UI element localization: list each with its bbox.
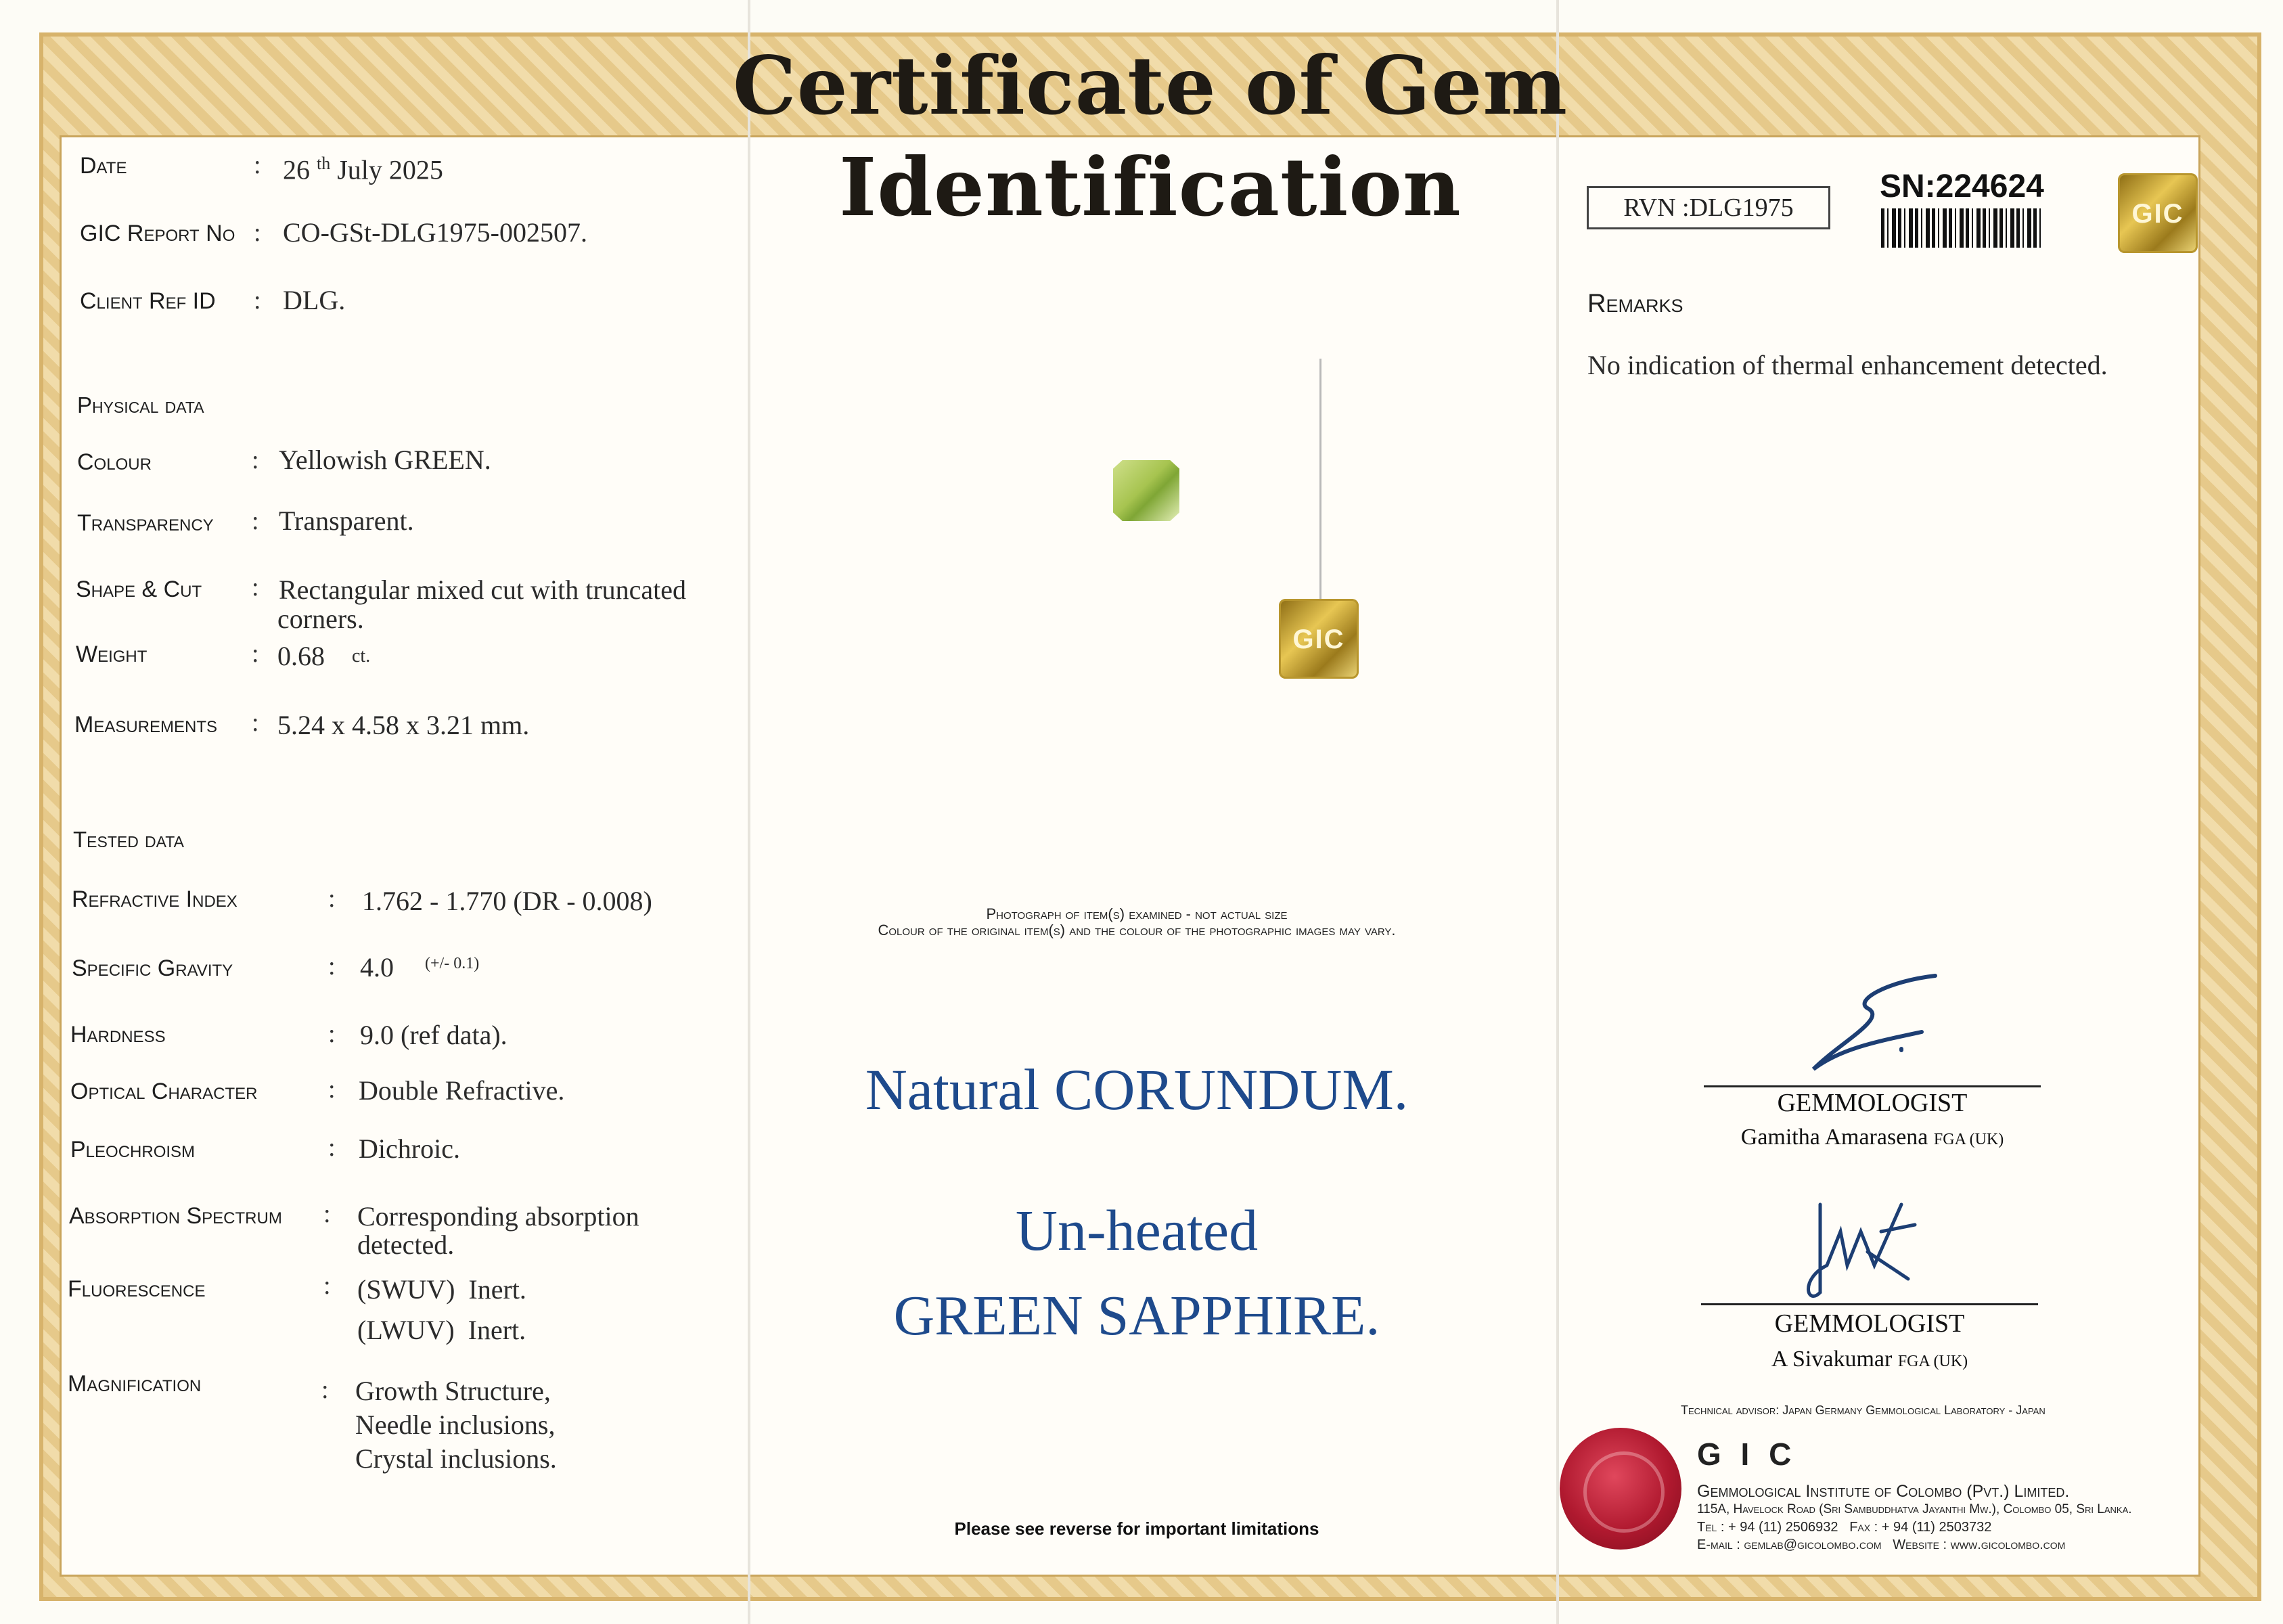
hardness-value: 9.0 (ref data). xyxy=(360,1020,507,1050)
gemmologist-2-credential: FGA (UK) xyxy=(1897,1353,1968,1370)
pleochroism-value: Dichroic. xyxy=(359,1133,460,1164)
fluorescence-label: Fluorescence xyxy=(68,1276,206,1302)
absorption-spectrum-value: Corresponding absorption xyxy=(357,1201,639,1232)
gem-photo xyxy=(1113,460,1179,521)
measurements-value: 5.24 x 4.58 x 3.21 mm. xyxy=(277,710,530,740)
fluorescence-lwuv: (LWUV) Inert. xyxy=(357,1315,526,1345)
report-no-label: GIC Report No xyxy=(80,221,235,246)
shape-cut-label: Shape & Cut xyxy=(76,577,202,602)
absorption-spectrum-label: Absorption Spectrum xyxy=(69,1203,282,1229)
photo-needle-line xyxy=(1319,359,1321,616)
client-ref-label: Client Ref ID xyxy=(80,288,216,314)
org-logo-text: G I C xyxy=(1697,1437,1797,1472)
fluorescence-colon: : xyxy=(323,1271,331,1300)
shape-cut-value-line2: corners. xyxy=(277,604,364,634)
date-day: 26 xyxy=(283,154,310,185)
shape-cut-colon: : xyxy=(252,573,259,602)
hardness-label: Hardness xyxy=(70,1022,166,1047)
refractive-index-value: 1.762 - 1.770 (DR - 0.008) xyxy=(362,886,652,916)
signature-line-1 xyxy=(1704,1085,2041,1087)
signature-2 xyxy=(1800,1191,1935,1306)
client-ref-value: DLG. xyxy=(283,285,346,315)
gemmologist-1-title: GEMMOLOGIST xyxy=(1777,1089,1968,1117)
report-no-value: CO-GSt-DLG1975-002507. xyxy=(283,217,587,248)
optical-character-label: Optical Character xyxy=(70,1079,258,1104)
magnification-label: Magnification xyxy=(68,1371,202,1397)
optical-character-colon: : xyxy=(328,1075,336,1104)
hologram-label-right: GIC xyxy=(2131,199,2184,229)
org-name: Gemmological Institute of Colombo (Pvt.) Limited. xyxy=(1697,1482,2070,1501)
hardness-colon: : xyxy=(328,1020,336,1048)
signature-line-2 xyxy=(1701,1303,2038,1305)
refractive-index-colon: : xyxy=(328,884,336,913)
magnification-value-line3: Crystal inclusions. xyxy=(355,1443,557,1474)
colour-label: Colour xyxy=(77,449,152,475)
client-ref-colon: : xyxy=(254,286,261,315)
date-value xyxy=(283,149,443,185)
specific-gravity-label: Specific Gravity xyxy=(72,955,233,981)
photo-note-1: Photograph of item(s) examined - not actual size xyxy=(986,905,1288,922)
remarks-text: No indication of thermal enhancement detected. xyxy=(1587,350,2108,380)
signature-1 xyxy=(1786,968,1949,1083)
transparency-value: Transparent. xyxy=(279,505,414,536)
org-tel-fax: Tel : + 94 (11) 2506932 Fax : + 94 (11) 2503732 xyxy=(1697,1520,1992,1535)
photo-note-2: Colour of the original item(s) and the colour of the photographic images may vary. xyxy=(878,922,1396,939)
absorption-spectrum-value-line2: detected. xyxy=(357,1230,455,1260)
remarks-heading: Remarks xyxy=(1587,290,1683,318)
date-label: Date xyxy=(80,153,127,179)
specific-gravity-value: 4.0 xyxy=(360,952,394,983)
fold-line-left xyxy=(748,0,750,1624)
colour-colon: : xyxy=(252,446,259,474)
hologram-label: GIC xyxy=(1292,625,1345,654)
org-address: 115A, Havelock Road (Sri Sambuddhatva Jayanthi Mw.), Colombo 05, Sri Lanka. xyxy=(1697,1502,2132,1516)
pleochroism-label: Pleochroism xyxy=(70,1137,196,1163)
gemmologist-2-name-row xyxy=(1701,1347,2038,1372)
gemmologist-1-name: Gamitha Amarasena xyxy=(1740,1125,1928,1150)
gic-hologram-right xyxy=(2118,173,2198,253)
refractive-index-label: Refractive Index xyxy=(72,886,238,912)
colour-value: Yellowish GREEN. xyxy=(279,445,491,475)
gemmologist-1-name-row xyxy=(1704,1125,2041,1150)
measurements-label: Measurements xyxy=(74,712,218,738)
transparency-colon: : xyxy=(252,507,259,535)
weight-colon: : xyxy=(252,639,259,668)
report-no-colon: : xyxy=(254,219,261,247)
weight-value: 0.68 xyxy=(277,641,325,671)
magnification-colon: : xyxy=(321,1376,329,1404)
gemmologist-2-title: GEMMOLOGIST xyxy=(1774,1309,1965,1338)
rvn-box: RVN :DLG1975 xyxy=(1587,186,1830,229)
shape-cut-value: Rectangular mixed cut with truncated xyxy=(279,574,687,605)
absorption-spectrum-colon: : xyxy=(323,1200,331,1228)
date-rest: July 2025 xyxy=(337,154,443,185)
pleochroism-colon: : xyxy=(328,1133,336,1162)
reverse-note: Please see reverse for important limitations xyxy=(954,1518,1319,1539)
physical-data-heading: Physical data xyxy=(77,392,204,418)
specific-gravity-note: (+/- 0.1) xyxy=(425,955,480,972)
serial-number: SN:224624 xyxy=(1880,168,2044,204)
tested-data-heading: Tested data xyxy=(73,827,184,852)
result-variety: GREEN SAPPHIRE. xyxy=(893,1284,1380,1347)
weight-unit: ct. xyxy=(352,646,371,667)
result-species: Natural CORUNDUM. xyxy=(865,1057,1409,1122)
fold-line-right xyxy=(1556,0,1559,1624)
result-treatment: Un-heated xyxy=(1015,1198,1259,1263)
date-suffix: th xyxy=(317,154,331,173)
fluorescence-swuv: (SWUV) Inert. xyxy=(357,1274,526,1305)
gemmologist-1-credential: FGA (UK) xyxy=(1933,1131,2004,1148)
certificate-title: Certificate of Gem Identification xyxy=(732,39,1568,234)
date-colon: : xyxy=(254,151,261,179)
technical-advisor: Technical advisor: Japan Germany Gemmological Laboratory - Japan xyxy=(1681,1403,2045,1417)
barcode xyxy=(1881,208,2043,248)
gic-hologram-center xyxy=(1279,599,1359,679)
org-email-web: E-mail : gemlab@gicolombo.com Website : www.gicolombo.com xyxy=(1697,1537,2066,1552)
measurements-colon: : xyxy=(252,708,259,737)
wax-seal xyxy=(1560,1428,1681,1550)
weight-label: Weight xyxy=(76,641,148,667)
magnification-value-line1: Growth Structure, xyxy=(355,1376,551,1406)
magnification-value-line2: Needle inclusions, xyxy=(355,1409,556,1440)
transparency-label: Transparency xyxy=(77,510,214,536)
specific-gravity-colon: : xyxy=(328,952,336,980)
gemmologist-2-name: A Sivakumar xyxy=(1771,1347,1893,1372)
optical-character-value: Double Refractive. xyxy=(359,1075,565,1106)
